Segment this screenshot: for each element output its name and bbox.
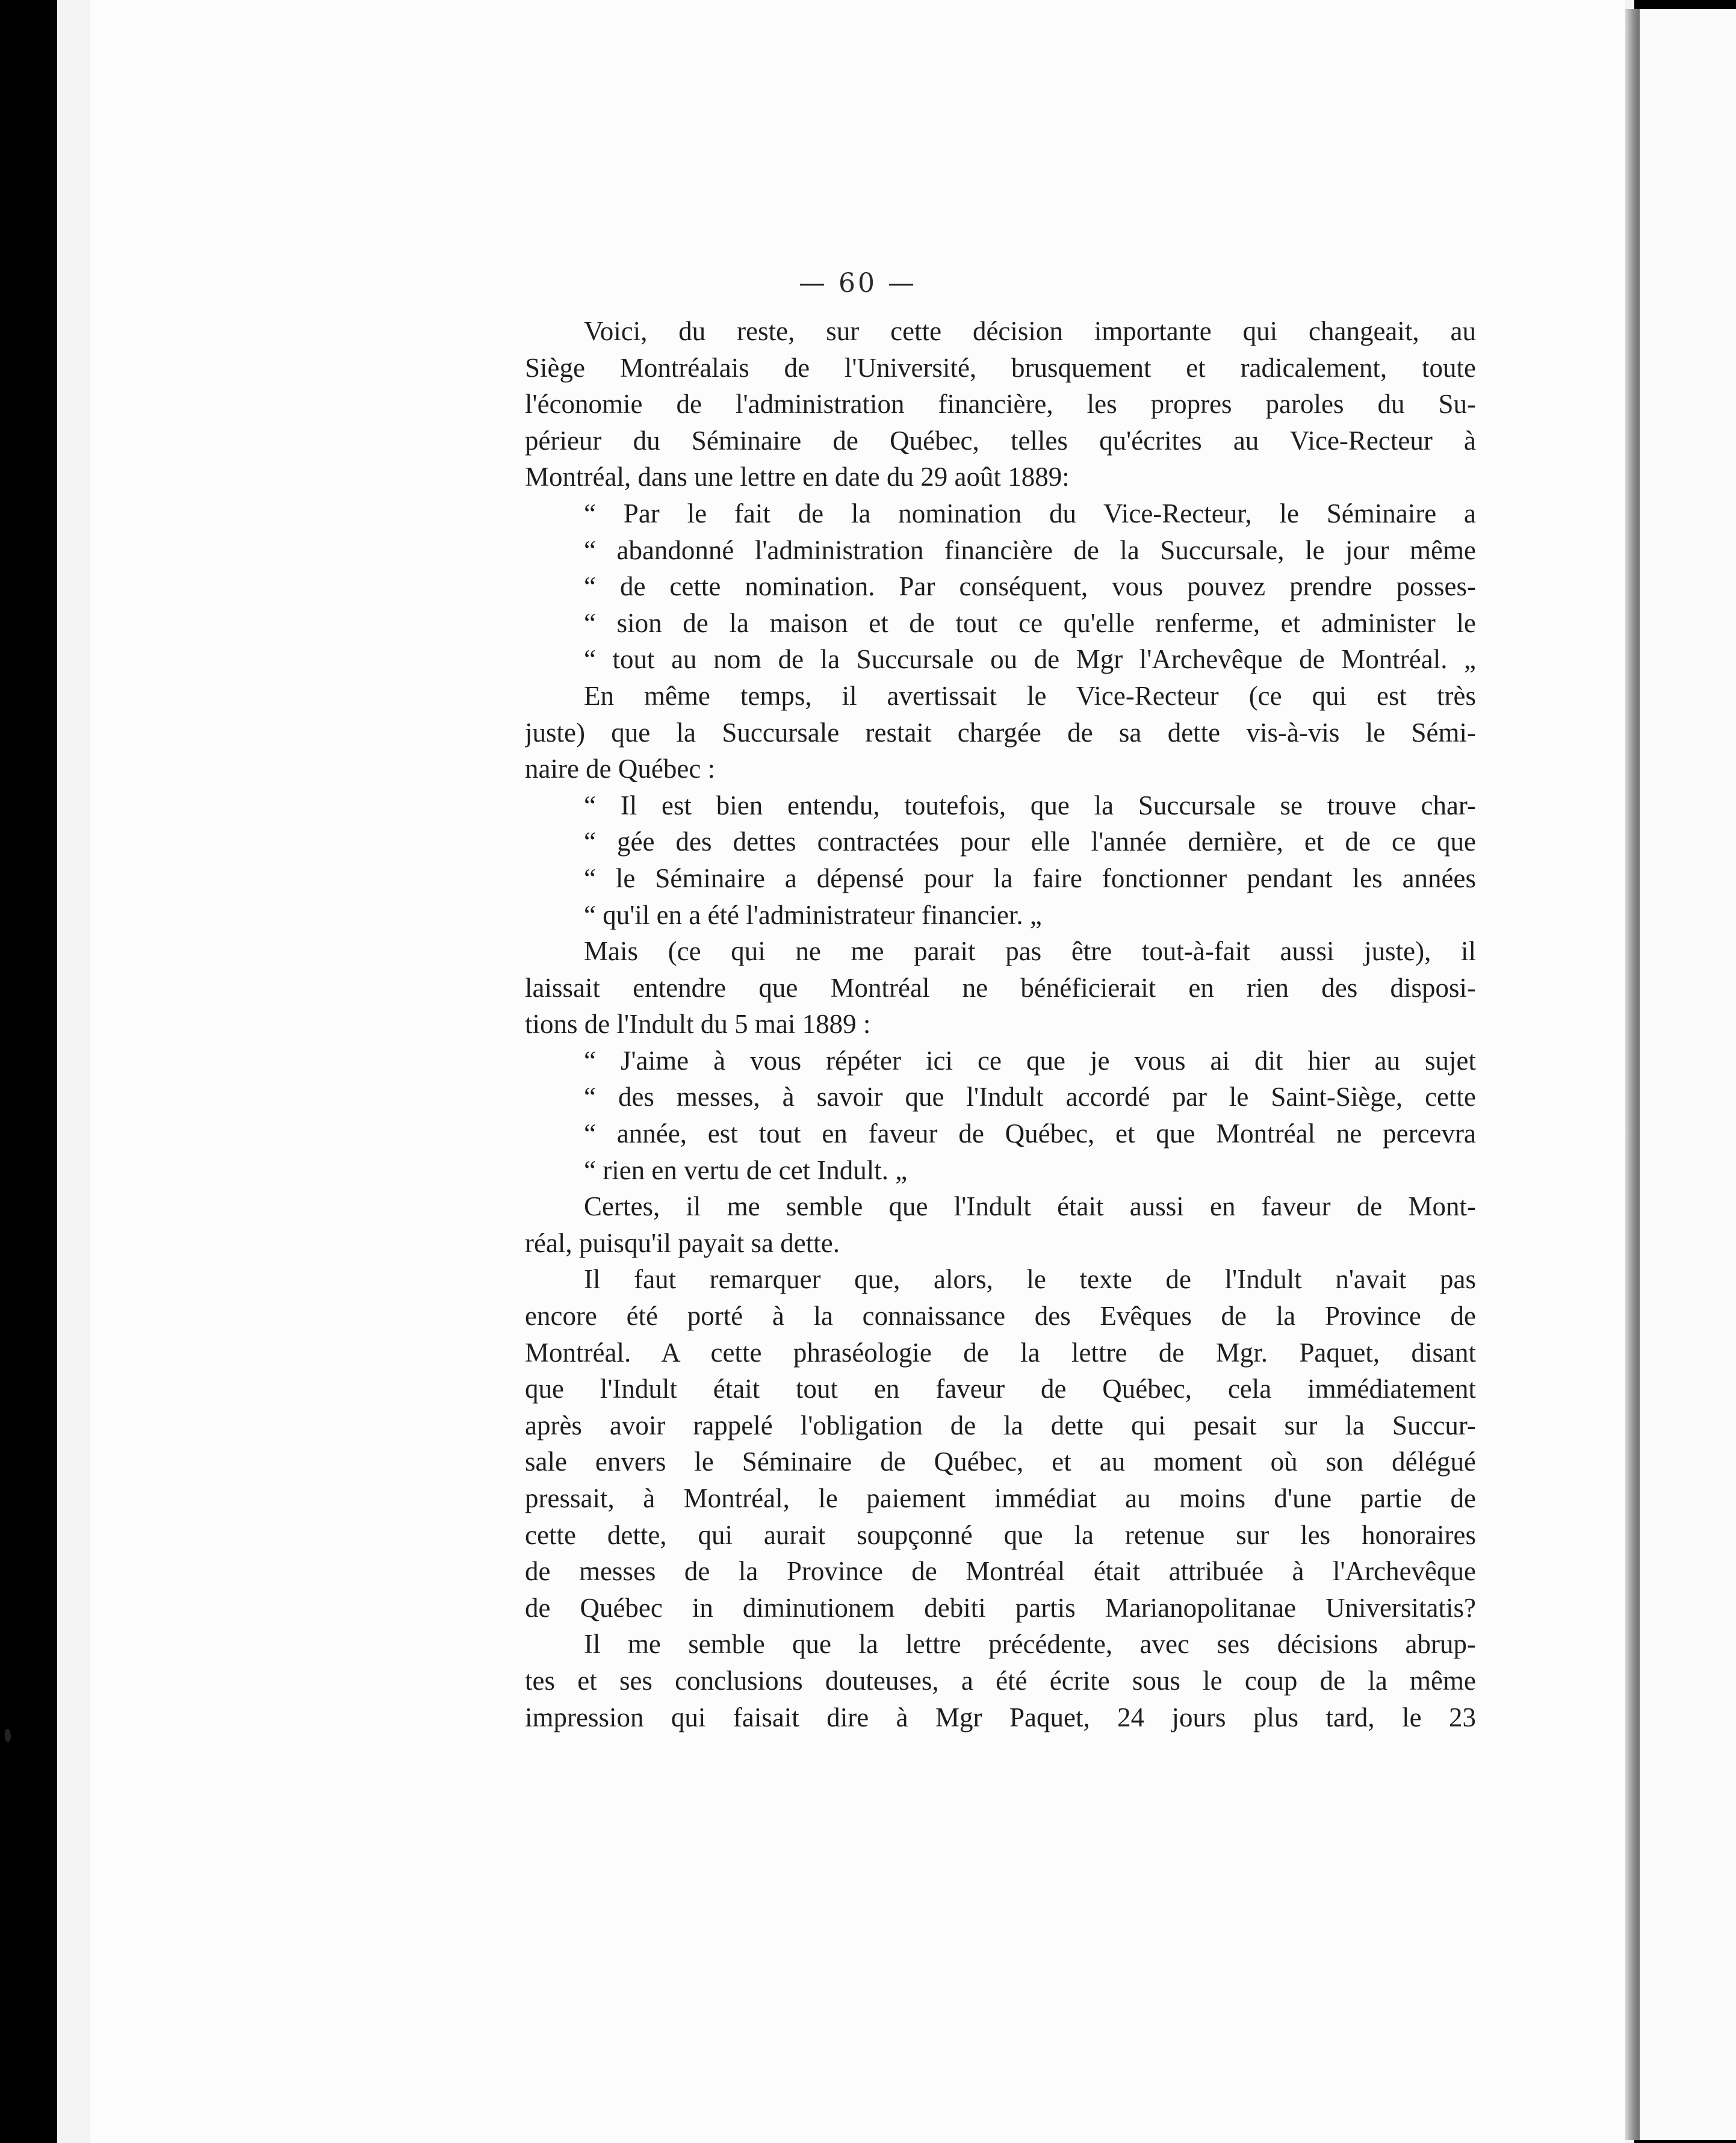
text-line: “ Il est bien entendu, toutefois, que la Succursale se trouve char- [584, 790, 1476, 820]
text-line: “ sion de la maison et de tout ce qu'elle renferme, et administer le [584, 607, 1476, 638]
text-line: Montréal. A cette phraséologie de la lettre de Mgr. Paquet, disant [525, 1337, 1476, 1368]
text-line: l'économie de l'administration financière, les propres paroles du Su- [525, 389, 1476, 420]
paragraph-intro [525, 313, 1476, 495]
text-line: En même temps, il avertissait le Vice-Recteur (ce qui est très [584, 680, 1476, 711]
text-line: après avoir rappelé l'obligation de la dette qui pesait sur la Succur- [525, 1410, 1476, 1441]
text-line: “ rien en vertu de cet Indult. „ [584, 1155, 908, 1185]
text-line: “ abandonné l'administration financière de la Succursale, le jour même [584, 535, 1476, 565]
text-line: Il me semble que la lettre précédente, avec ses décisions abrup- [584, 1629, 1476, 1660]
text-line: encore été porté à la connaissance des Evêques de la Province de [525, 1301, 1476, 1332]
text-line: Mais (ce qui ne me parait pas être tout-à-fait aussi juste), il [584, 936, 1476, 967]
text-line: “ gée des dettes contractées pour elle l'année dernière, et de ce que [584, 826, 1476, 857]
text-line: “ année, est tout en faveur de Québec, et que Montréal ne percevra [584, 1118, 1476, 1149]
text-line: de Québec in diminutionem debiti partis Marianopolitanae Universitatis? [525, 1592, 1476, 1623]
text-line: “ J'aime à vous répéter ici ce que je vous ai dit hier au sujet [584, 1045, 1476, 1076]
text-line: Certes, il me semble que l'Indult était aussi en faveur de Mont- [584, 1191, 1476, 1222]
paragraph-certes [525, 1188, 1476, 1261]
text-line: de messes de la Province de Montréal était attribuée à l'Archevêque [525, 1556, 1476, 1587]
text-line: que l'Indult était tout en faveur de Québec, cela immédiatement [525, 1374, 1476, 1404]
text-line: Montréal, dans une lettre en date du 29 août 1889: [525, 462, 1070, 492]
facing-page-edge [1640, 9, 1736, 2140]
text-line: sale envers le Séminaire de Québec, et au moment où son délégué [525, 1447, 1476, 1477]
paragraph-il-faut [525, 1261, 1476, 1626]
quotation-1 [525, 495, 1476, 678]
text-line: naire de Québec : [525, 754, 716, 784]
text-line: périeur du Séminaire de Québec, telles qu'écrites au Vice-Recteur à [525, 425, 1476, 456]
text-line: Voici, du reste, sur cette décision importante qui changeait, au [584, 316, 1476, 346]
book-page [90, 0, 1625, 2143]
text-line: juste) que la Succursale restait chargée de sa dette vis-à-vis le Sémi- [525, 717, 1476, 748]
text-line: Il faut remarquer que, alors, le texte de l'Indult n'avait pas [584, 1264, 1476, 1295]
text-line: “ Par le fait de la nomination du Vice-Recteur, le Séminaire a [584, 498, 1476, 529]
paragraph-mais [525, 933, 1476, 1043]
text-line: réal, puisqu'il payait sa dette. [525, 1227, 840, 1258]
quotation-3 [525, 1043, 1476, 1188]
text-line: cette dette, qui aurait soupçonné que la retenue sur les honoraires [525, 1519, 1476, 1550]
text-line: tions de l'Indult du 5 mai 1889 : [525, 1009, 871, 1040]
scan-artifact-mark [5, 1729, 11, 1742]
text-line: laissait entendre que Montréal ne bénéficierait en rien des disposi- [525, 972, 1476, 1003]
text-line: “ des messes, à savoir que l'Indult accordé par le Saint-Siège, cette [584, 1082, 1476, 1112]
text-line: impression qui faisait dire à Mgr Paquet, 24 jours plus tard, le 23 [525, 1702, 1476, 1732]
text-line: “ qu'il en a été l'administrateur financier. „ [584, 899, 1042, 930]
paragraph-en-meme-temps [525, 678, 1476, 787]
body-text [525, 313, 1476, 1735]
text-line: “ le Séminaire a dépensé pour la faire fonctionner pendant les années [584, 863, 1476, 893]
text-line: “ de cette nomination. Par conséquent, vous pouvez prendre posses- [584, 571, 1476, 602]
text-line: Siège Montréalais de l'Université, brusquement et radicalement, toute [525, 352, 1476, 383]
text-line: pressait, à Montréal, le paiement immédiat au moins d'une partie de [525, 1483, 1476, 1513]
book-gutter [1625, 9, 1640, 2140]
paragraph-il-me-semble [525, 1626, 1476, 1735]
text-line: tes et ses conclusions douteuses, a été écrite sous le coup de la même [525, 1665, 1476, 1696]
text-line: “ tout au nom de la Succursale ou de Mgr l'Archevêque de Montréal. „ [584, 644, 1476, 675]
page-number: — 60 — [799, 268, 917, 299]
quotation-2 [525, 787, 1476, 933]
